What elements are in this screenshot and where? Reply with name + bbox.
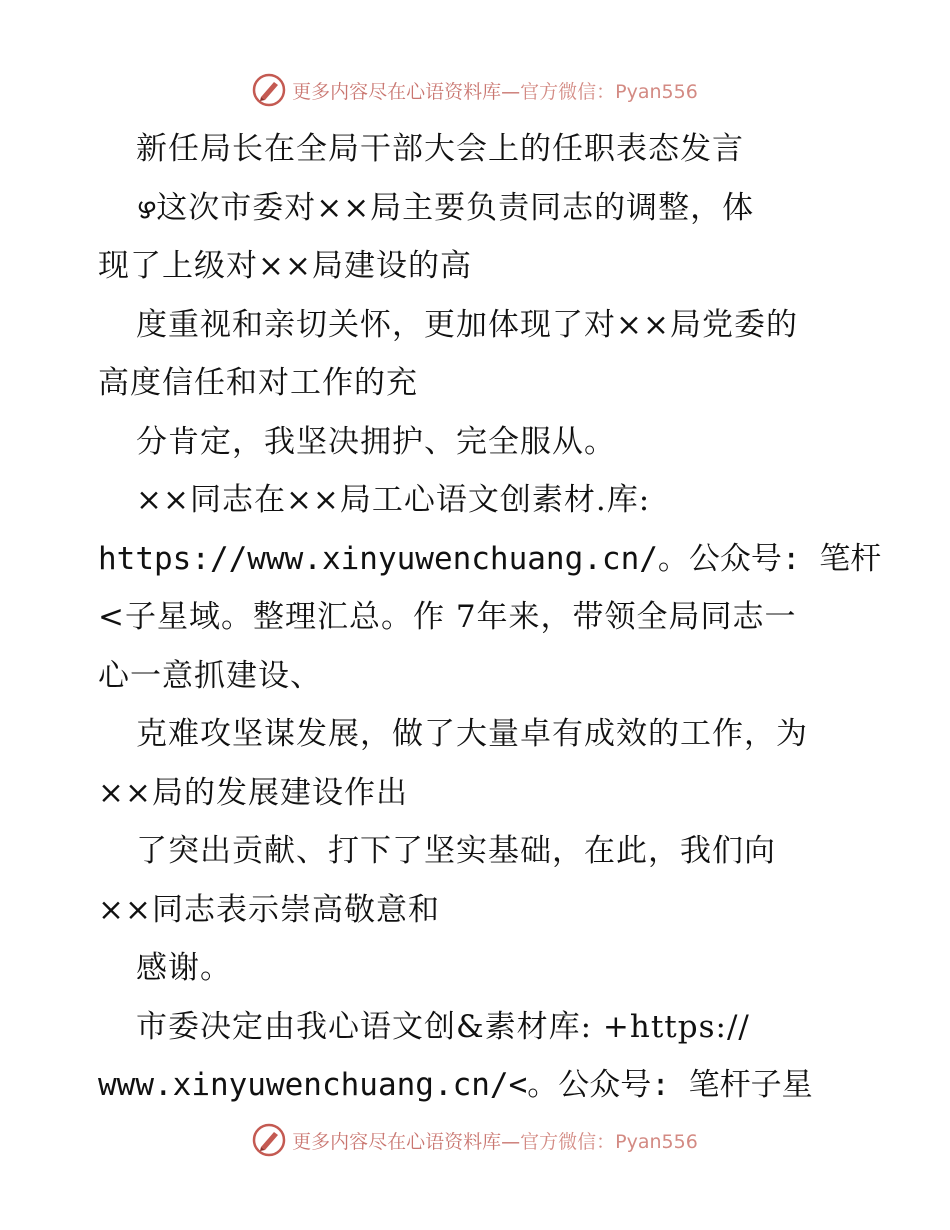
document-title: 新任局长在全局干部大会上的任职表态发言 [136, 131, 744, 167]
pen-badge-icon [252, 1123, 286, 1157]
banner-text: 更多内容尽在心语资料库— [292, 80, 521, 103]
paragraph-line: ××同志表示崇高敬意和 [98, 891, 440, 928]
footer-banner [0, 1120, 950, 1160]
paragraph-line: 分肯定，我坚决拥护、完全服从。 [136, 423, 616, 460]
paragraph-line: 感谢。 [136, 950, 232, 986]
header-banner [0, 70, 950, 110]
banner-wechat: 官方微信：Pyan556 [520, 1130, 698, 1153]
banner-wechat: 官方微信：Pyan556 [520, 80, 698, 103]
ornament-glyph: ഴ [136, 190, 157, 226]
pen-badge-icon [252, 73, 286, 107]
paragraph-line: 心一意抓建设、 [98, 657, 322, 694]
banner-text: 更多内容尽在心语资料库— [292, 1130, 521, 1153]
url-line: www.xinyuwenchuang.cn/<。公众号: 笔杆子星 [98, 1067, 813, 1103]
paragraph-line: 度重视和亲切关怀，更加体现了对××局党委的 [136, 306, 798, 343]
paragraph-line: <子星域。整理汇总。作 7年来，带领全局同志一 [98, 599, 797, 635]
paragraph-line: ××局的发展建设作出 [98, 774, 408, 811]
paragraph-line: ××同志在××局工心语文创素材.库: [136, 482, 651, 518]
paragraph-line: 现了上级对××局建设的高 [98, 248, 472, 284]
document-body [98, 120, 882, 1115]
paragraph-line: 高度信任和对工作的充 [98, 365, 418, 401]
paragraph-line: 克难攻坚谋发展，做了大量卓有成效的工作，为 [136, 716, 808, 752]
paragraph-line: 了突出贡献、打下了坚实基础，在此，我们向 [136, 833, 776, 869]
url-line: https://www.xinyuwenchuang.cn/。公众号: 笔杆 [98, 540, 882, 577]
paragraph-line: 市委决定由我心语文创&素材库: +https:// [136, 1008, 750, 1045]
paragraph-line: ഴ这次市委对××局主要负责同志的调整，体 [136, 189, 755, 226]
